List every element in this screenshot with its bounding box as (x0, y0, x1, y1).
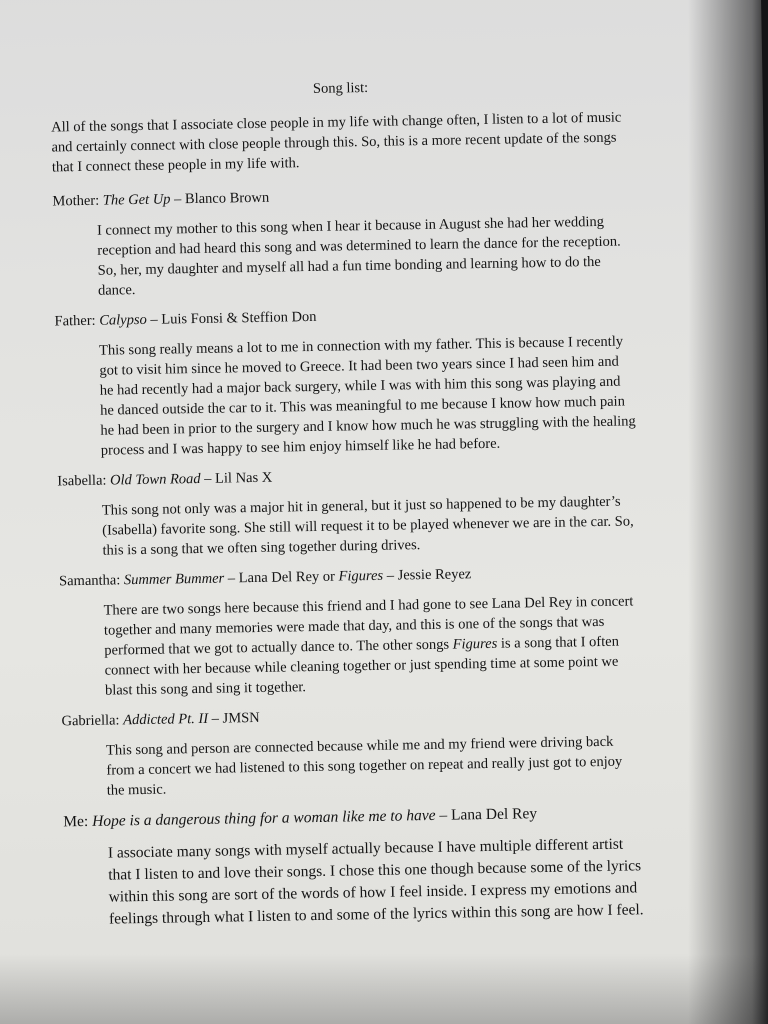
entry-heading (52, 181, 632, 211)
entry-mother (52, 181, 634, 301)
song-title: Summer Bummer (123, 570, 225, 589)
description-part: There are two songs here because this friend and I had gone to see Lana Del Rey in concert together and many memories were made that day, and this is one of the songs that was performed that we got to actually dance to. The other songs (103, 593, 634, 659)
person-name: Me: (63, 812, 89, 831)
song-title: The Get Up (102, 191, 171, 209)
entry-description: This song and person are connected because while me and my friend were driving back from a concert we had listened to this song together on repeat and really just got to enjoy the music. (105, 733, 623, 799)
entry-me (63, 801, 645, 931)
entry-gabriella (61, 701, 642, 801)
song-title-inline: Figures (452, 635, 498, 653)
intro-paragraph: All of the songs that I associate close people in my life with change often, I listen to a lot of music and certainly connect with close people through this. So, this is a more recent update of the songs that I connect these people in my life with. (51, 109, 622, 176)
person-name: Gabriella: (61, 712, 120, 730)
person-name: Mother: (52, 192, 100, 210)
artist-name: – Lana Del Rey or (227, 568, 336, 587)
entry-heading (54, 301, 634, 331)
entry-isabella (57, 461, 638, 561)
artist-name: – Lana Del Rey (439, 805, 538, 824)
artist-name: – Blanco Brown (173, 189, 270, 208)
description-part: is a song that I often connect with her because while cleaning together or just spending time at some point we blast this song and sing it together. (104, 633, 620, 699)
entry-description: I connect my mother to this song when I hear it because in August she had her wedding reception and had heard this song and was determined to learn the dance for the reception. So, her, my daughter and myself all had a fun time bonding and learning how to do the dance. (96, 213, 621, 299)
song-title: Hope is a dangerous thing for a woman like me to have (92, 806, 436, 830)
song-title-second: Figures (338, 567, 384, 585)
document-title: Song list: (312, 79, 369, 97)
entry-description: I associate many songs with myself actually because I have multiple different artist that I listen to and love their songs. I chose this one though because some of the lyrics within this song are sort of the words of how I feel inside. I express my emotions and feelings through what I listen to and some of the lyrics within this song are how I feel. (107, 835, 644, 928)
artist-name: – JMSN (211, 709, 260, 727)
person-name: Isabella: (57, 472, 107, 490)
entry-samantha (59, 561, 641, 701)
entry-heading (57, 461, 637, 491)
artist-name-second: – Jessie Reyez (386, 566, 472, 584)
artist-name: – Luis Fonsi & Steffion Don (150, 308, 317, 328)
song-title: Addicted Pt. II (123, 710, 209, 729)
song-title: Old Town Road (109, 470, 201, 489)
song-title: Calypso (99, 311, 147, 329)
entry-heading (61, 701, 641, 731)
entry-heading (59, 561, 639, 591)
entry-description (103, 591, 641, 700)
person-name: Samantha: (58, 572, 121, 590)
entry-father (54, 301, 637, 461)
person-name: Father: (54, 312, 96, 330)
document-body (50, 73, 645, 941)
entry-heading (63, 801, 643, 833)
entry-description: This song really means a lot to me in connection with my father. This is because I recently got to visit him since he moved to Greece. It had been two years since I had seen him and he had recently had a major back surgery, while I was with him this song was playing and he danced outside the car to it. This was meaningful to me because I know how much pain he had been in prior to the surgery and I know how much he was struggling with the healing process and I was happy to see him enjoy himself like he had before. (98, 333, 636, 459)
entry-description: This song not only was a major hit in general, but it just so happened to be my daughter’s (Isabella) favorite song. She still will request it to be played whenever we are in the car. So, this is a song that we often sing together during drives. (101, 493, 634, 559)
artist-name: – Lil Nas X (204, 469, 273, 487)
